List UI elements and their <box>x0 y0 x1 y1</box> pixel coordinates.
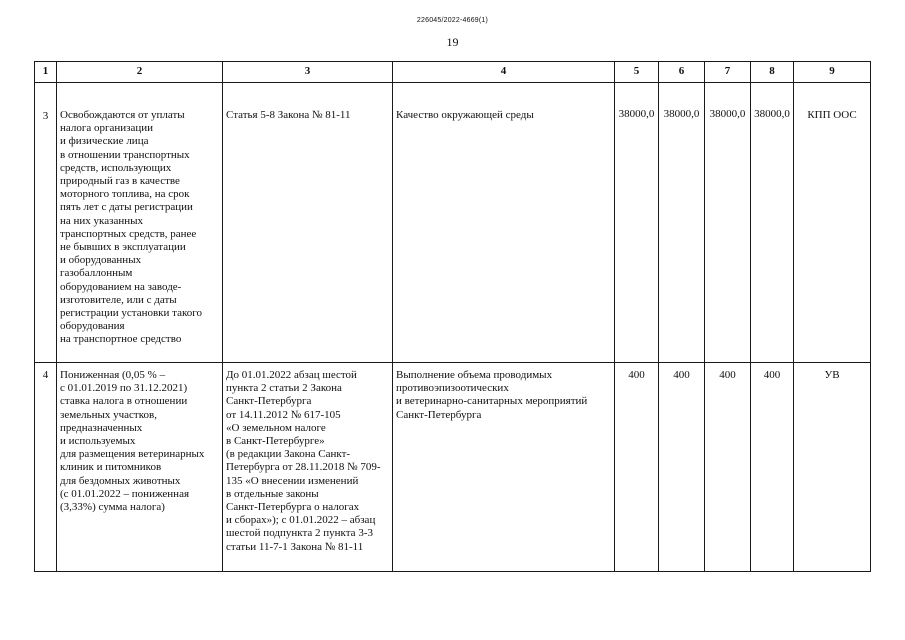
benefit-description: Пониженная (0,05 % – с 01.01.2019 по 31.12.2021) ставка налога в отношении земельных участков, предназначенных и используемых для размещения ветеринарных клиник и питомников для бездомных животных (с 01.01.2022 – пониженная (3,33%) сумма налога) <box>57 363 223 572</box>
column-header: 1 <box>35 62 57 83</box>
legal-basis: Статья 5-8 Закона № 81-11 <box>223 83 393 363</box>
value-col-7: 400 <box>705 363 751 572</box>
page-number: 19 <box>446 35 459 49</box>
value-col-6: 38000,0 <box>659 83 705 363</box>
column-header: 4 <box>393 62 615 83</box>
column-header: 9 <box>794 62 871 83</box>
value-col-6: 400 <box>659 363 705 572</box>
category-code: УВ <box>794 363 871 572</box>
table-row <box>35 83 871 363</box>
column-header: 6 <box>659 62 705 83</box>
table-row <box>35 363 871 572</box>
legal-basis: До 01.01.2022 абзац шестой пункта 2 статьи 2 Закона Санкт-Петербурга от 14.11.2012 № 617-105 «О земельном налоге в Санкт-Петербурге» (в редакции Закона Санкт- Петербурга от 28.11.2018 № 709- 135 «О внесении изменений в отдельные законы Санкт-Петербурга о налогах и сборах»); с 01.01.2022 – абзац шестой подпункта 2 пункта 3-3 статьи 11-7-1 Закона № 81-11 <box>223 363 393 572</box>
goal: Выполнение объема проводимых противоэпизоотических и ветеринарно-санитарных мероприятий Санкт-Петербурга <box>393 363 615 572</box>
document-id: 226045/2022-4669(1) <box>416 17 489 24</box>
value-col-5: 400 <box>615 363 659 572</box>
column-header: 3 <box>223 62 393 83</box>
value-col-5: 38000,0 <box>615 83 659 363</box>
column-header: 2 <box>57 62 223 83</box>
category-code: КПП ООС <box>794 83 871 363</box>
value-col-8: 38000,0 <box>751 83 794 363</box>
value-col-8: 400 <box>751 363 794 572</box>
benefit-description: Освобождаются от уплаты налога организации и физические лица в отношении транспортных средств, использующих природный газ в качестве моторного топлива, на срок пять лет с даты регистрации на них указанных транспортных средств, ранее не бывших в эксплуатации и оборудованных газобаллонным оборудованием на заводе- изготовителе, или с даты регистрации установки такого оборудования на транспортное средство <box>57 83 223 363</box>
value-col-7: 38000,0 <box>705 83 751 363</box>
benefits-table <box>34 61 871 572</box>
row-number: 4 <box>35 363 57 572</box>
row-number: 3 <box>35 83 57 363</box>
goal: Качество окружающей среды <box>393 83 615 363</box>
column-header: 5 <box>615 62 659 83</box>
column-header: 7 <box>705 62 751 83</box>
table-header-row <box>35 62 871 83</box>
column-header: 8 <box>751 62 794 83</box>
